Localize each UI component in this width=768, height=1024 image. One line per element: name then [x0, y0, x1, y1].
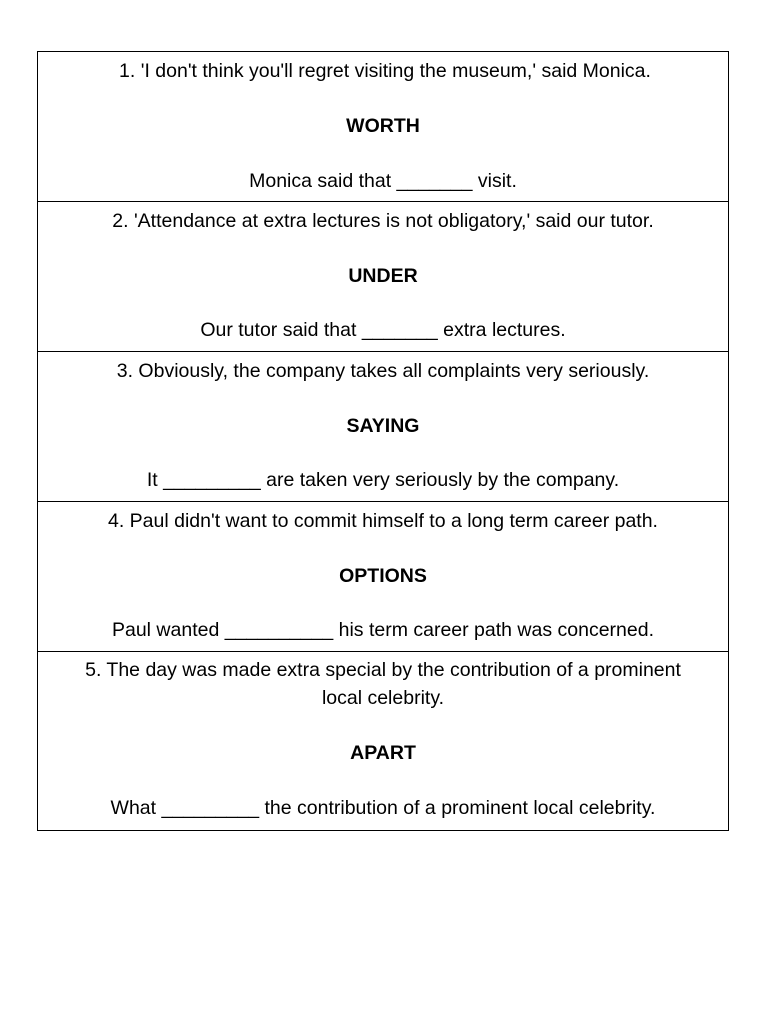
exercise-item	[38, 352, 728, 502]
exercise-item	[38, 652, 728, 830]
item-prompt: 2. 'Attendance at extra lectures is not obligatory,' said our tutor.	[112, 210, 654, 232]
item-answer-sentence: Monica said that _______ visit.	[249, 170, 517, 192]
exercise-item	[38, 52, 728, 202]
item-prompt: 4. Paul didn't want to commit himself to a long term career path.	[108, 510, 658, 532]
item-answer-sentence: It _________ are taken very seriously by the company.	[146, 469, 620, 491]
item-answer-sentence: What _________ the contribution of a prominent local celebrity.	[110, 797, 656, 819]
item-answer-sentence: Our tutor said that _______ extra lectures.	[200, 319, 566, 341]
exercise-item	[38, 502, 728, 652]
item-prompt: 5. The day was made extra special by the contribution of a prominent local celebrity.	[85, 659, 681, 709]
item-keyword: APART	[350, 742, 416, 764]
exercise-table	[37, 51, 729, 831]
item-keyword: OPTIONS	[339, 565, 427, 587]
item-prompt: 1. 'I don't think you'll regret visiting the museum,' said Monica.	[119, 60, 651, 82]
item-keyword: WORTH	[346, 115, 420, 137]
item-keyword: SAYING	[346, 415, 420, 437]
item-prompt: 3. Obviously, the company takes all complaints very seriously.	[116, 360, 650, 382]
item-answer-sentence: Paul wanted __________ his term career path was concerned.	[111, 619, 654, 641]
exercise-item	[38, 202, 728, 352]
item-keyword: UNDER	[348, 265, 418, 287]
